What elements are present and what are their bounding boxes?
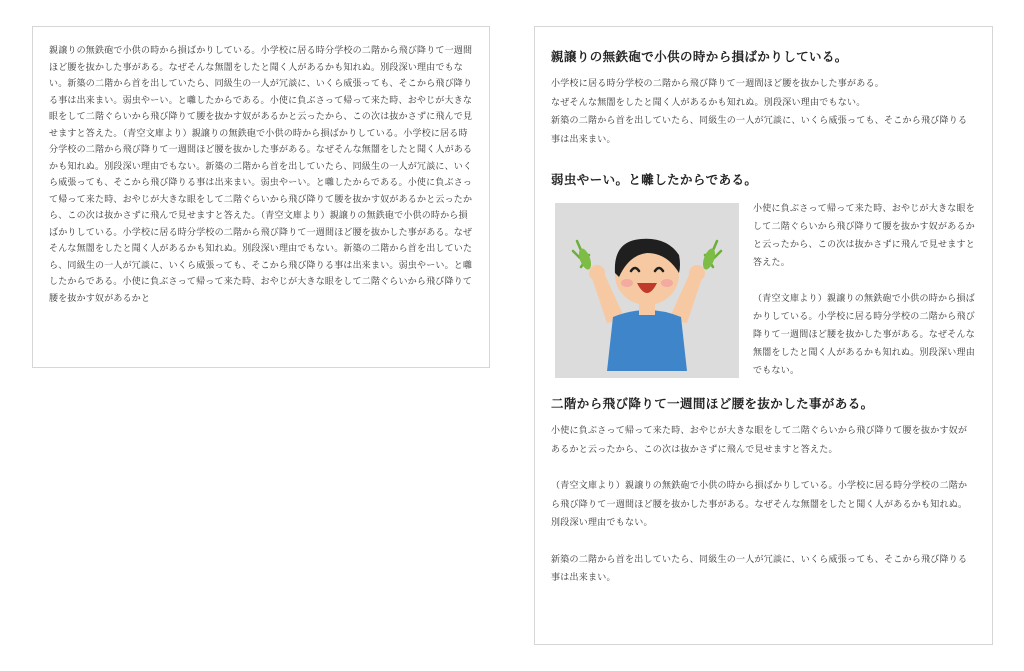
paragraph-5: （青空文庫より）親譲りの無鉄砲で小供の時から損ばかりしている。小学校に居る時分学校の二階から飛び降りて一週間ほど腰を抜かした事がある。なぜそんな無闇をしたと聞く人があるかも知れぬ。別段深い理由でもない。 <box>551 481 968 528</box>
image-text-section <box>551 200 976 380</box>
paragraph-4: 小使に負ぶさって帰って来た時、おやじが大きな眼をして二階ぐらいから飛び降りて腰を抜かす奴があるかと云ったから、この次は抜かさずに飛んで見せますと答えた。 <box>551 426 968 455</box>
paragraph-gap <box>551 459 976 477</box>
article-heading-1: 親譲りの無鉄砲で小供の時から損ばかりしている。 <box>551 49 848 64</box>
image-side-text <box>753 200 976 380</box>
article-heading-2: 弱虫やーい。と囃したからである。 <box>551 172 758 187</box>
boy-illustration <box>555 203 739 378</box>
paragraph-3: 新築の二階から首を出していたら、同級生の一人が冗談に、いくら威張っても、そこから飛び降りる事は出来まい。 <box>551 116 968 145</box>
article-heading-3: 二階から飛び降りて一週間ほど腰を抜かした事がある。 <box>551 396 874 411</box>
plain-text-article-card <box>32 26 490 368</box>
paragraph-2: なぜそんな無闇をしたと聞く人があるかも知れぬ。別段深い理由でもない。 <box>551 97 866 108</box>
paragraph-1: 小学校に居る時分学校の二階から飛び降りて一週間ほど腰を抜かした事がある。 <box>551 79 885 89</box>
article-body-text: 親譲りの無鉄砲で小供の時から損ばかりしている。小学校に居る時分学校の二階から飛び降りて一週間ほど腰を抜かした事がある。なぜそんな無闇をしたと聞く人があるかも知れぬ。別段深い理由でもない。新築の二階から首を出していたら、同級生の一人が冗談に、いくら威張っても、そこから飛び降りる事は出来まい。弱虫やーい。と囃したからである。小使に負ぶさって帰って来た時、おやじが大きな眼をして二階ぐらいから飛び降りて腰を抜かす奴があるかと云ったから、この次は抜かさずに飛んで見せますと答えた。（青空文庫より）親譲りの無鉄砲で小供の時から損ばかりしている。小学校に居る時分学校の二階から飛び降りて一週間ほど腰を抜かした事がある。なぜそんな無闇をしたと聞く人があるかも知れぬ。別段深い理由でもない。新築の二階から首を出していたら、同級生の一人が冗談に、いくら威張っても、そこから飛び降りる事は出来まい。弱虫やーい。と囃したからである。小使に負ぶさって帰って来た時、おやじが大きな眼をして二階ぐらいから飛び降りて腰を抜かす奴があるかと云ったから、この次は抜かさずに飛んで見せますと答えた。（青空文庫より）親譲りの無鉄砲で小供の時から損ばかりしている。小学校に居る時分学校の二階から飛び降りて一週間ほど腰を抜かした事がある。なぜそんな無闇をしたと聞く人があるかも知れぬ。別段深い理由でもない。新築の二階から首を出していたら、同級生の一人が冗談に、いくら威張っても、そこから飛び降りる事は出来まい。弱虫やーい。と囃したからである。小使に負ぶさって帰って来た時、おやじが大きな眼をして二階ぐらいから飛び降りて腰を抜かす奴があるかと <box>49 46 473 304</box>
paragraph-6: 新築の二階から首を出していたら、同級生の一人が冗談に、いくら威張っても、そこから飛び降りる事は出来まい。 <box>551 554 968 583</box>
paragraph-gap <box>753 272 976 290</box>
side-paragraph-1: 小使に負ぶさって帰って来た時、おやじが大きな眼をして二階ぐらいから飛び降りて腰を抜かす奴があるかと云ったから、この次は抜かさずに飛んで見せますと答えた。 <box>753 204 976 268</box>
side-paragraph-2: （青空文庫より）親譲りの無鉄砲で小供の時から損ばかりしている。小学校に居る時分学校の二階から飛び降りて一週間ほど腰を抜かした事がある。なぜそんな無闇をしたと聞く人があるかも知れぬ。別段深い理由でもない。 <box>753 294 976 376</box>
paragraph-gap <box>551 533 976 551</box>
formatted-article-card <box>534 26 993 645</box>
